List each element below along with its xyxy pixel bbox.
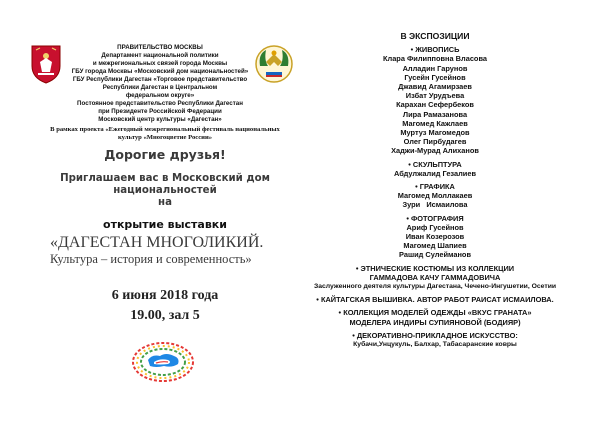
section-heading: • ГРАФИКА bbox=[415, 182, 455, 192]
org-line: федеральном округе» bbox=[125, 92, 195, 99]
section-fashion bbox=[300, 308, 570, 326]
section-sculpture bbox=[300, 160, 570, 178]
artist-name: Муртуз Магомедов bbox=[400, 128, 470, 138]
moscow-coat-of-arms-icon bbox=[30, 44, 62, 84]
invitation-text bbox=[40, 173, 290, 209]
collection-owner: ГАММАДОВА КАЧУ ГАММАДОВИЧА bbox=[369, 272, 501, 282]
artist-name: Абдулжалид Гезалиев bbox=[393, 168, 477, 178]
collection-owner-title: Заслуженного деятеля культуры Дагестана, Чечено-Ингушетии, Осетии bbox=[313, 283, 557, 291]
section-costumes bbox=[300, 264, 570, 292]
section-applied-art bbox=[300, 331, 570, 349]
festival-logo-icon bbox=[128, 338, 198, 384]
section-heading: • КАЙТАГСКАЯ ВЫШИВКА. АВТОР РАБОТ РАИСАТ ИСМАИЛОВА. bbox=[316, 295, 554, 305]
org-line: Московский центр культуры «Дагестан» bbox=[98, 116, 222, 123]
project-line: культур «Многоцветие России» bbox=[117, 134, 213, 141]
section-painting bbox=[300, 45, 570, 155]
section-heading: • ФОТОГРАФИЯ bbox=[406, 213, 464, 223]
artist-name: Рашид Сулейманов bbox=[399, 250, 471, 260]
designer-name: МОДЕЛЕРА ИНДИРЫ СУПИЯНОВОЙ (БОДИЯР) bbox=[349, 317, 521, 327]
artist-name: Клара Филипповна Власова bbox=[382, 54, 488, 64]
org-line: ГБУ города Москвы «Московский дом национальностей» bbox=[71, 68, 249, 75]
org-line: ПРАВИТЕЛЬСТВО МОСКВЫ bbox=[117, 44, 203, 51]
section-photography bbox=[300, 214, 570, 260]
section-heading: • ЖИВОПИСЬ bbox=[410, 45, 460, 55]
section-graphics bbox=[300, 182, 570, 210]
org-line: и межрегиональных связей города Москвы bbox=[92, 60, 228, 67]
invite-line: национальностей bbox=[113, 185, 217, 196]
org-line: Постоянное представительство Республики Дагестан bbox=[77, 100, 243, 107]
section-heading: • КОЛЛЕКЦИЯ МОДЕЛЕЙ ОДЕЖДЫ «ВКУС ГРАНАТА» bbox=[338, 308, 532, 318]
organizers-block bbox=[66, 44, 254, 124]
artist-name: Магомед Моллакаев bbox=[397, 191, 473, 201]
event-date: 6 июня 2018 года bbox=[111, 288, 219, 303]
project-caption bbox=[30, 126, 300, 142]
invite-line: на bbox=[158, 197, 172, 208]
section-embroidery bbox=[300, 295, 570, 304]
section-heading: • ДЕКОРАТИВНО-ПРИКЛАДНОЕ ИСКУССТВО: bbox=[352, 330, 518, 340]
artist-name: Гусейн Гусейнов bbox=[404, 72, 466, 82]
greeting: Дорогие друзья! bbox=[104, 147, 226, 162]
artist-name: Олег Пирбудагев bbox=[403, 137, 467, 147]
exposition-title: В ЭКСПОЗИЦИИ bbox=[400, 31, 470, 41]
artist-name: Хаджи-Мурад Алиханов bbox=[391, 146, 479, 156]
artist-name: Магомед Кажлаев bbox=[402, 118, 468, 128]
artist-name: Ариф Гусейнов bbox=[406, 222, 464, 232]
org-line: ГБУ Республики Дагестан «Торговое представительство bbox=[72, 76, 248, 83]
section-heading: • СКУЛЬПТУРА bbox=[408, 159, 462, 169]
org-line: Департамент национальной политики bbox=[101, 52, 219, 59]
artist-name: Карахан Сефербеков bbox=[396, 100, 474, 110]
invite-line: Приглашаем вас в Московский дом bbox=[60, 173, 270, 184]
artist-name: Магомед Шапиев bbox=[403, 241, 467, 251]
artist-name: Иван Козерозов bbox=[405, 232, 465, 242]
exhibition-title: «ДАГЕСТАН МНОГОЛИКИЙ. bbox=[50, 234, 264, 251]
artist-name: Лира Рамазанова bbox=[402, 109, 468, 119]
dagestan-coat-of-arms-icon bbox=[254, 44, 294, 84]
artist-name: Алладин Гарунов bbox=[402, 63, 468, 73]
artist-name: Избат Урудъева bbox=[405, 91, 465, 101]
opening-caption: открытие выставки bbox=[103, 218, 227, 231]
exposition-list bbox=[300, 32, 570, 353]
project-line: В рамках проекта «Ежегодный межрегиональный фестиваль национальных bbox=[50, 126, 280, 133]
crafts-list: Кубачи,Унцукуль, Балхар, Табасаранские ковры bbox=[353, 341, 517, 349]
section-heading: • ЭТНИЧЕСКИЕ КОСТЮМЫ ИЗ КОЛЛЕКЦИИ bbox=[355, 263, 515, 273]
artist-name: Джавид Агамирзаев bbox=[398, 82, 472, 92]
event-time: 19.00, зал 5 bbox=[130, 308, 200, 323]
exhibition-subtitle: Культура – история и современность» bbox=[50, 252, 252, 266]
org-line: при Президенте Российской Федерации bbox=[98, 108, 222, 115]
org-line: Республики Дагестан в Центральном bbox=[102, 84, 218, 91]
artist-name: Зури Исмаилова bbox=[402, 200, 468, 210]
